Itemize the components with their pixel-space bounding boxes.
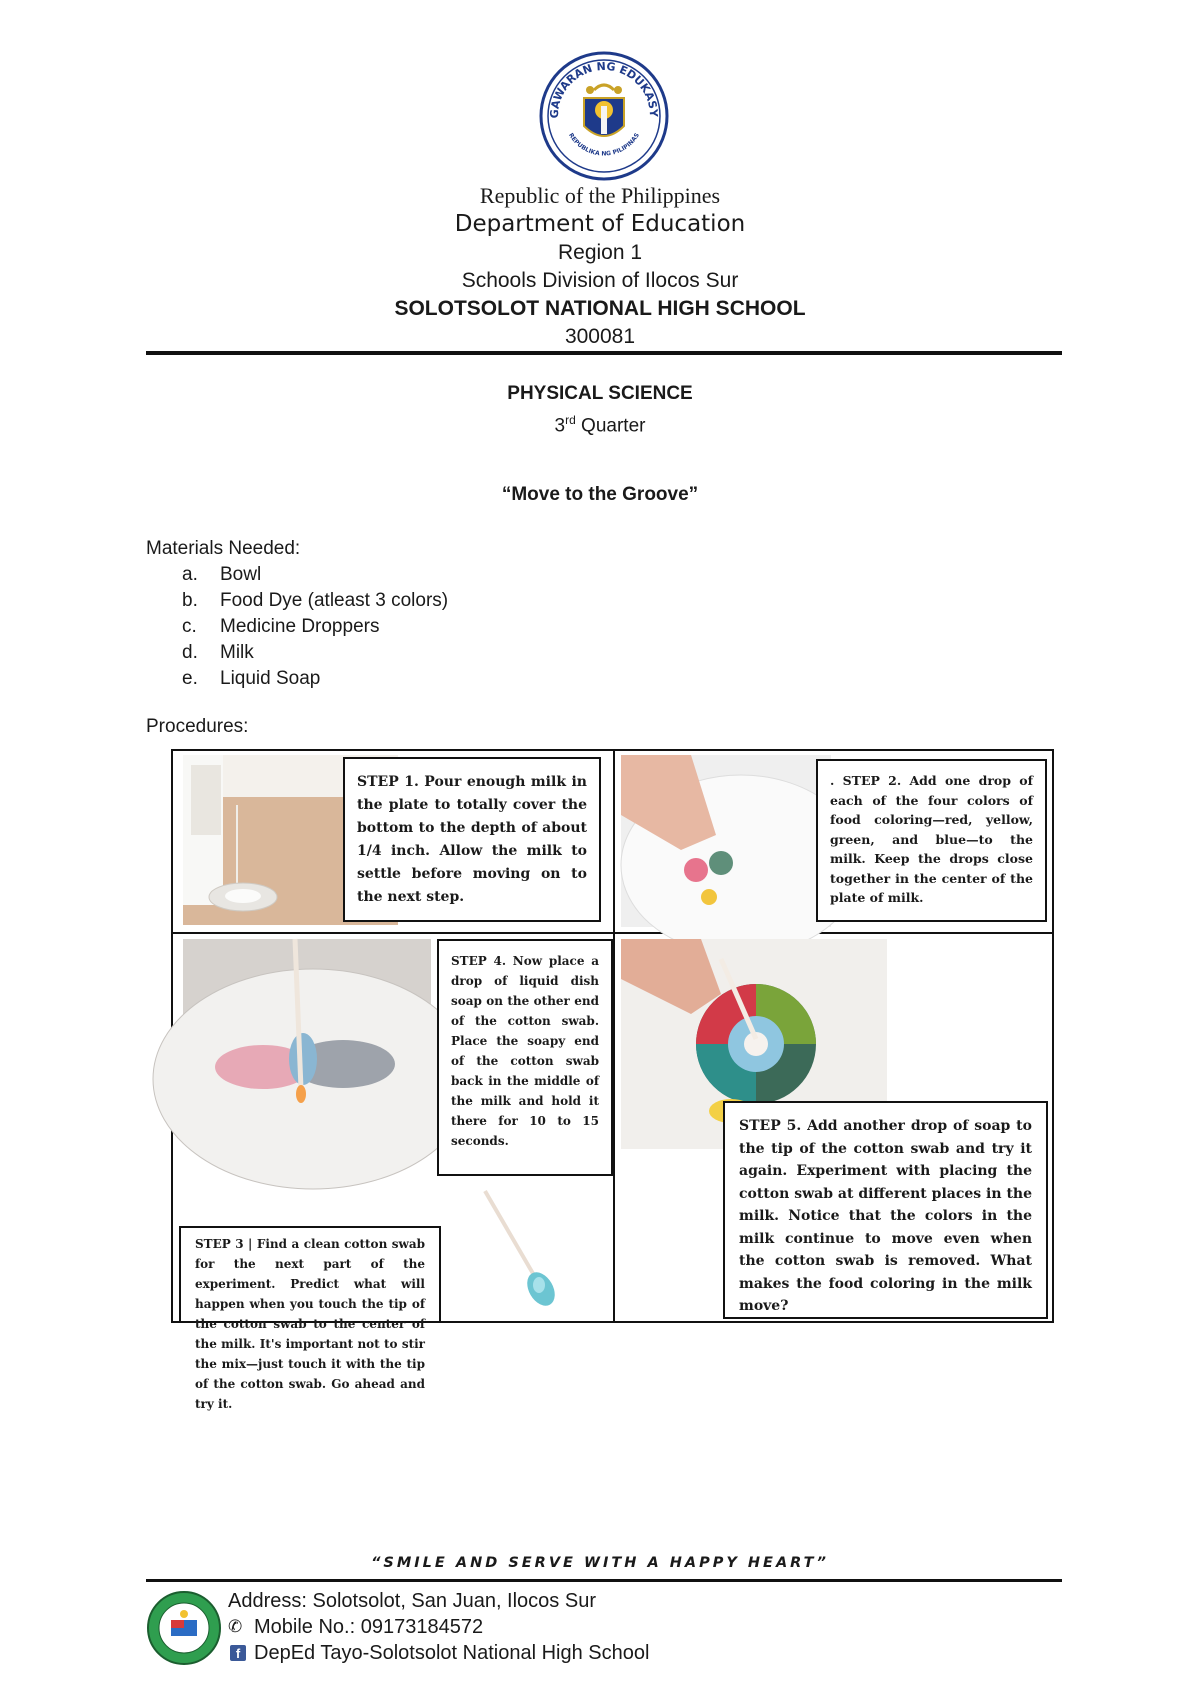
quarter-line: 3rd Quarter — [554, 413, 646, 437]
list-item: a. Bowl — [182, 564, 262, 585]
school-logo — [146, 1590, 222, 1666]
facebook-line: f DepEd Tayo-Solotsolot National High School — [228, 1640, 649, 1666]
address-line: Address: Solotsolot, San Juan, Ilocos Sur — [228, 1590, 596, 1612]
list-item: d. Milk — [182, 642, 254, 663]
republic-line: Republic of the Philippines — [479, 183, 721, 208]
materials-section — [146, 536, 448, 692]
step-4-box: STEP 4. Now place a drop of liquid dish soap on the other end of the cotton swab. Place the soapy end of the cotton swab back in the middle of the milk and hold it there for 10 to 15 seconds. — [437, 939, 613, 1176]
step-5-box: STEP 5. Add another drop of soap to the tip of the cotton swab and try it again. Experiment with placing the cotton swab at different places in the milk. Notice that the colors in the milk continue to move even when the cotton swab is removed. What makes the food coloring in the milk move? — [723, 1101, 1048, 1319]
materials-label: Materials Needed: — [146, 538, 301, 559]
step3-photo — [183, 939, 431, 1109]
header-divider — [146, 351, 1062, 355]
department-name: Department of Education — [454, 211, 746, 237]
procedures-label: Procedures: — [146, 716, 249, 737]
activity-title: “Move to the Groove” — [501, 484, 699, 505]
region-line: Region 1 — [557, 241, 643, 264]
list-item: e. Liquid Soap — [182, 668, 321, 689]
school-id: 300081 — [564, 325, 636, 348]
letterhead — [0, 183, 1200, 351]
subject-block — [0, 381, 1200, 439]
materials-list — [182, 562, 448, 692]
deped-seal-logo — [538, 50, 670, 182]
step-1-box: STEP 1. Pour enough milk in the plate to totally cover the bottom to the depth of about 1/4 inch. Allow the milk to settle before moving on to the next step. — [343, 757, 601, 922]
step-2-box: . STEP 2. Add one drop of each of the four colors of food coloring—red, yellow, green, and blue—to the milk. Keep the drops close together in the center of the plate of milk. — [816, 759, 1047, 922]
list-item: c. Medicine Droppers — [182, 616, 380, 637]
footer-contact — [228, 1588, 649, 1666]
school-name: SOLOTSOLOT NATIONAL HIGH SCHOOL — [394, 297, 806, 320]
step4-photo — [473, 1185, 573, 1315]
step-3-box: STEP 3 | Find a clean cotton swab for the next part of the experiment. Predict what will happen when you touch the tip of the cotton swab to the center of the milk. It's important not to stir the mix—just touch it with the tip of the cotton swab. Go ahead and try it. — [179, 1226, 441, 1323]
division-line: Schools Division of Ilocos Sur — [461, 269, 739, 292]
list-item: b. Food Dye (atleast 3 colors) — [182, 590, 449, 611]
svg-text:REPUBLIKA NG PILIPINAS: REPUBLIKA NG PILIPINAS — [567, 131, 641, 158]
table-divider-vertical — [613, 751, 615, 1321]
school-motto: “SMILE AND SERVE WITH A HAPPY HEART” — [371, 1555, 829, 1571]
facebook-icon: f — [230, 1645, 246, 1661]
table-divider-horizontal — [173, 932, 1052, 934]
step2-photo — [621, 755, 831, 927]
mobile-line: ✆ Mobile No.: 09173184572 — [228, 1616, 484, 1638]
subject-title: PHYSICAL SCIENCE — [507, 383, 693, 404]
phone-icon: ✆ — [228, 1617, 243, 1636]
footer-divider — [146, 1579, 1062, 1582]
procedure-table — [171, 749, 1054, 1411]
svg-text:KAGAWARAN NG EDUKASYON: GAWARAN NG EDUKASY — [547, 59, 661, 119]
